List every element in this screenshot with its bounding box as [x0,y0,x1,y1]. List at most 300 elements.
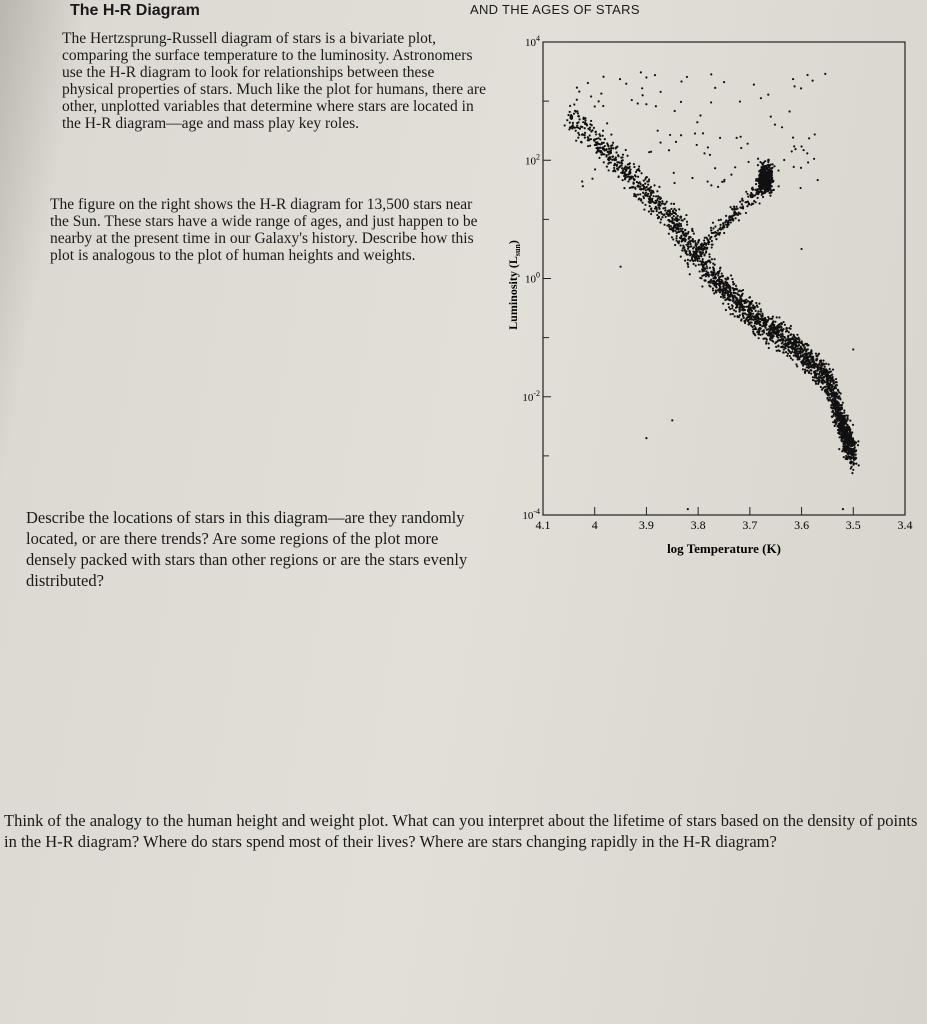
main-sequence-star [818,381,820,383]
main-sequence-star [687,246,689,248]
subgiant-star [730,221,732,223]
main-sequence-star [845,437,847,439]
main-sequence-star [678,230,680,232]
giant-star [771,167,773,169]
main-sequence-star [656,190,658,192]
main-sequence-star [819,368,821,370]
main-sequence-star [844,429,846,431]
main-sequence-star [819,371,821,373]
main-sequence-star [763,331,765,333]
y-tick-label: $10^4$ [525,34,540,49]
main-sequence-star [568,128,570,130]
main-sequence-star [724,292,726,294]
subgiant-star [758,191,760,193]
subgiant-star [757,197,759,199]
main-sequence-star [847,452,849,454]
main-sequence-star [835,421,837,423]
main-sequence-star [760,310,762,312]
main-sequence-star [732,298,734,300]
main-sequence-star [650,186,652,188]
subgiant-star [719,224,721,226]
main-sequence-star [582,121,584,123]
main-sequence-star [816,358,818,360]
giant-star [757,164,759,166]
main-sequence-star [725,309,727,311]
subgiant-star [691,259,693,261]
main-sequence-star [842,445,844,447]
main-sequence-star [834,425,836,427]
main-sequence-star [795,363,797,365]
scattered-star [600,92,602,94]
main-sequence-star [829,387,831,389]
subgiant-star [735,217,737,219]
main-sequence-star [851,454,853,456]
main-sequence-star [681,228,683,230]
main-sequence-star [730,313,732,315]
subgiant-star [715,238,717,240]
subgiant-star [711,246,713,248]
main-sequence-star [605,154,607,156]
giant-star [760,169,762,171]
main-sequence-star [732,287,734,289]
main-sequence-star [792,359,794,361]
main-sequence-star [589,145,591,147]
y-axis-label: Luminosity $(L_{sun})$ [506,240,522,330]
main-sequence-star [624,177,626,179]
main-sequence-star [793,348,795,350]
subgiant-star [732,215,734,217]
main-sequence-star [714,264,716,266]
main-sequence-star [782,321,784,323]
main-sequence-star [783,348,785,350]
main-sequence-star [645,176,647,178]
main-sequence-star [671,222,673,224]
main-sequence-star [647,188,649,190]
main-sequence-star [642,202,644,204]
main-sequence-star [739,300,741,302]
scattered-star [777,169,779,171]
main-sequence-star [759,321,761,323]
main-sequence-star [808,365,810,367]
subgiant-star [686,262,688,264]
main-sequence-star [727,277,729,279]
main-sequence-star [830,384,832,386]
main-sequence-star [852,437,854,439]
main-sequence-star [627,180,629,182]
main-sequence-star [850,445,852,447]
main-sequence-star [588,139,590,141]
scattered-star [587,82,589,84]
main-sequence-star [843,442,845,444]
scattered-star [680,80,682,82]
main-sequence-star [643,208,645,210]
main-sequence-star [842,448,844,450]
main-sequence-star [846,448,848,450]
main-sequence-star [760,308,762,310]
main-sequence-star [845,455,847,457]
main-sequence-star [854,454,856,456]
main-sequence-star [637,184,639,186]
main-sequence-star [815,353,817,355]
main-sequence-star [740,298,742,300]
x-tick-label: 3.9 [638,518,654,532]
subgiant-star [685,250,687,252]
main-sequence-star [667,210,669,212]
scattered-star [694,132,696,134]
main-sequence-star [824,366,826,368]
giant-star [769,195,771,197]
main-sequence-star [611,156,613,158]
scattered-star [703,152,705,154]
main-sequence-star [725,281,727,283]
main-sequence-star [714,258,716,260]
subgiant-star [697,260,699,262]
main-sequence-star [644,183,646,185]
main-sequence-star [648,178,650,180]
main-sequence-star [791,338,793,340]
main-sequence-star [730,287,732,289]
x-axis-label: log Temperature (K) [667,541,781,556]
main-sequence-star [787,343,789,345]
main-sequence-star [679,237,681,239]
main-sequence-star [809,369,811,371]
main-sequence-star [782,341,784,343]
main-sequence-star [727,293,729,295]
main-sequence-star [660,218,662,220]
main-sequence-star [622,179,624,181]
main-sequence-star [763,329,765,331]
main-sequence-star [837,403,839,405]
scattered-star [807,161,809,163]
main-sequence-star [676,235,678,237]
main-sequence-star [782,338,784,340]
main-sequence-star [717,271,719,273]
main-sequence-star [639,193,641,195]
main-sequence-star [824,389,826,391]
main-sequence-star [708,275,710,277]
scattered-star [668,149,670,151]
main-sequence-star [622,154,624,156]
main-sequence-star [642,195,644,197]
main-sequence-star [629,187,631,189]
main-sequence-star [624,165,626,167]
main-sequence-star [718,278,720,280]
scattered-star [691,177,693,179]
x-tick-label: 3.7 [742,518,758,532]
subgiant-star [767,178,769,180]
main-sequence-star [674,223,676,225]
main-sequence-star [735,285,737,287]
scattered-star [774,124,776,126]
main-sequence-star [755,310,757,312]
main-sequence-star [755,321,757,323]
main-sequence-star [666,201,668,203]
main-sequence-star [709,267,711,269]
main-sequence-star [818,377,820,379]
main-sequence-star [577,132,579,134]
main-sequence-star [718,284,720,286]
scattered-star [602,105,604,107]
main-sequence-star [633,166,635,168]
isolated-star [800,248,802,250]
main-sequence-star [813,376,815,378]
main-sequence-star [593,139,595,141]
main-sequence-star [704,280,706,282]
main-sequence-star [751,310,753,312]
main-sequence-star [832,398,834,400]
main-sequence-star [665,216,667,218]
main-sequence-star [722,286,724,288]
main-sequence-star [581,141,583,143]
main-sequence-star [857,444,859,446]
main-sequence-star [849,458,851,460]
giant-star [762,163,764,165]
x-tick-label: 4 [591,518,598,532]
subgiant-star [714,225,716,227]
main-sequence-star [578,115,580,117]
main-sequence-star [766,333,768,335]
main-sequence-star [782,329,784,331]
main-sequence-star [744,322,746,324]
main-sequence-star [598,157,600,159]
main-sequence-star [759,324,761,326]
scattered-star [824,73,826,75]
main-sequence-star [788,341,790,343]
subgiant-star [695,257,697,259]
main-sequence-star [719,266,721,268]
main-sequence-star [566,119,568,121]
main-sequence-star [789,334,791,336]
main-sequence-star [785,330,787,332]
main-sequence-star [793,355,795,357]
main-sequence-star [836,415,838,417]
main-sequence-star [822,379,824,381]
main-sequence-star [658,186,660,188]
chapter-header: AND THE AGES OF STARS [470,2,640,17]
main-sequence-star [628,167,630,169]
main-sequence-star [653,195,655,197]
main-sequence-star [636,181,638,183]
main-sequence-star [768,347,770,349]
main-sequence-star [722,288,724,290]
main-sequence-star [747,314,749,316]
main-sequence-star [589,134,591,136]
main-sequence-star [777,345,779,347]
main-sequence-star [634,188,636,190]
scattered-star [603,161,605,163]
main-sequence-star [635,171,637,173]
main-sequence-star [781,323,783,325]
main-sequence-star [791,347,793,349]
scattered-star [602,135,604,137]
scattered-star [686,76,688,78]
main-sequence-star [724,278,726,280]
main-sequence-star [573,113,575,115]
subgiant-star [739,206,741,208]
main-sequence-star [615,147,617,149]
main-sequence-star [708,260,710,262]
main-sequence-star [823,376,825,378]
main-sequence-star [620,164,622,166]
scattered-star [602,76,604,78]
scattered-star [817,179,819,181]
isolated-star [852,348,854,350]
main-sequence-star [787,346,789,348]
main-sequence-star [660,211,662,213]
main-sequence-star [699,260,701,262]
main-sequence-star [832,383,834,385]
main-sequence-star [635,195,637,197]
main-sequence-star [576,122,578,124]
isolated-star [842,508,844,510]
main-sequence-star [748,322,750,324]
scattered-star [575,130,577,132]
main-sequence-star [834,402,836,404]
main-sequence-star [843,425,845,427]
main-sequence-star [853,463,855,465]
main-sequence-star [658,204,660,206]
scattered-star [657,130,659,132]
subgiant-star [709,236,711,238]
main-sequence-star [827,397,829,399]
main-sequence-star [824,381,826,383]
main-sequence-star [855,463,857,465]
main-sequence-star [839,425,841,427]
main-sequence-star [767,328,769,330]
main-sequence-star [572,126,574,128]
main-sequence-star [802,368,804,370]
subgiant-star [765,182,767,184]
subgiant-star [696,247,698,249]
main-sequence-star [695,265,697,267]
main-sequence-star [829,393,831,395]
main-sequence-star [705,275,707,277]
main-sequence-star [570,115,572,117]
main-sequence-star [840,408,842,410]
main-sequence-star [626,155,628,157]
subgiant-star [745,191,747,193]
main-sequence-star [730,274,732,276]
main-sequence-star [657,217,659,219]
main-sequence-star [579,128,581,130]
main-sequence-star [612,142,614,144]
scattered-star [788,110,790,112]
main-sequence-star [833,414,835,416]
main-sequence-star [836,418,838,420]
main-sequence-star [793,351,795,353]
main-sequence-star [644,187,646,189]
main-sequence-star [814,364,816,366]
main-sequence-star [661,200,663,202]
main-sequence-star [849,431,851,433]
main-sequence-star [810,356,812,358]
main-sequence-star [845,435,847,437]
main-sequence-star [758,302,760,304]
main-sequence-star [828,376,830,378]
main-sequence-star [732,313,734,315]
subgiant-star [751,196,753,198]
scattered-star [576,99,578,101]
main-sequence-star [756,317,758,319]
scattered-star [751,188,753,190]
main-sequence-star [649,195,651,197]
giant-star [760,176,762,178]
scattered-star [793,166,795,168]
subgiant-star [690,245,692,247]
main-sequence-star [762,315,764,317]
main-sequence-star [806,370,808,372]
main-sequence-star [829,389,831,391]
main-sequence-star [747,300,749,302]
subgiant-star [724,221,726,223]
main-sequence-star [677,219,679,221]
subgiant-star [704,237,706,239]
main-sequence-star [851,472,853,474]
main-sequence-star [633,195,635,197]
main-sequence-star [628,163,630,165]
main-sequence-star [622,159,624,161]
main-sequence-star [844,450,846,452]
main-sequence-star [852,424,854,426]
main-sequence-star [599,147,601,149]
main-sequence-star [753,316,755,318]
main-sequence-star [764,317,766,319]
main-sequence-star [826,388,828,390]
main-sequence-star [620,162,622,164]
main-sequence-star [802,344,804,346]
main-sequence-star [712,272,714,274]
main-sequence-star [616,146,618,148]
main-sequence-star [663,203,665,205]
subgiant-star [758,202,760,204]
main-sequence-star [725,288,727,290]
main-sequence-star [800,347,802,349]
main-sequence-star [712,289,714,291]
main-sequence-star [658,201,660,203]
main-sequence-star [569,122,571,124]
main-sequence-star [838,412,840,414]
main-sequence-star [687,231,689,233]
main-sequence-star [773,324,775,326]
main-sequence-star [648,210,650,212]
scattered-star [606,122,608,124]
main-sequence-star [839,415,841,417]
main-sequence-star [733,289,735,291]
main-sequence-star [817,369,819,371]
main-sequence-star [655,195,657,197]
main-sequence-star [738,308,740,310]
main-sequence-star [790,325,792,327]
giant-star [771,174,773,176]
main-sequence-star [632,186,634,188]
scattered-star [569,105,571,107]
subgiant-star [722,222,724,224]
main-sequence-star [618,162,620,164]
subgiant-star [762,192,764,194]
main-sequence-star [673,208,675,210]
y-tick-label: $10^0$ [525,270,540,286]
scattered-star [723,81,725,83]
main-sequence-star [611,159,613,161]
main-sequence-star [841,437,843,439]
subgiant-star [761,181,763,183]
main-sequence-star [731,295,733,297]
main-sequence-star [751,315,753,317]
main-sequence-star [858,464,860,466]
scattered-star [625,83,627,85]
x-tick-label: 3.5 [845,518,861,532]
main-sequence-star [672,229,674,231]
